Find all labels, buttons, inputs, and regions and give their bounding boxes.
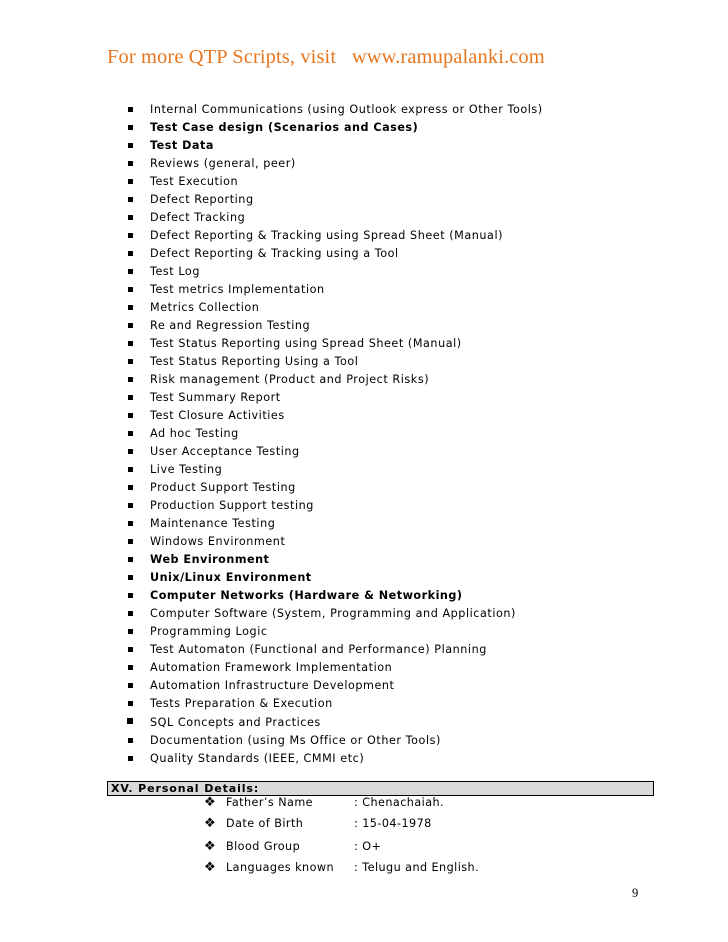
list-item (0, 461, 543, 479)
square-bullet-icon (128, 323, 133, 328)
square-bullet-icon (128, 665, 133, 670)
square-bullet-icon (128, 611, 133, 616)
list-item-text: Production Support testing (150, 499, 314, 512)
list-item-text: User Acceptance Testing (150, 445, 300, 458)
list-item-text: Risk management (Product and Project Risks) (150, 373, 430, 386)
list-item-text: Tests Preparation & Execution (150, 697, 333, 710)
list-item-text: Live Testing (150, 463, 223, 476)
list-item-text: Automation Infrastructure Development (150, 679, 395, 692)
detail-row (0, 794, 728, 814)
list-item-text: Test Execution (150, 175, 239, 188)
list-item-text: Computer Software (System, Programming and Application) (150, 607, 516, 620)
square-bullet-icon (128, 521, 133, 526)
list-item (0, 695, 543, 713)
detail-value: : O+ (354, 840, 382, 853)
list-item (0, 641, 543, 659)
page-number: 9 (632, 886, 639, 900)
diamond-bullet-icon: ❖ (204, 795, 217, 810)
list-item (0, 281, 543, 299)
list-item (0, 227, 543, 245)
detail-label: Date of Birth (226, 817, 304, 830)
list-item-text: Test Automaton (Functional and Performance) Planning (150, 643, 487, 656)
square-bullet-icon (128, 503, 133, 508)
list-item-text: Test Status Reporting using Spread Sheet (Manual) (150, 337, 462, 350)
square-bullet-icon (128, 287, 133, 292)
square-bullet-icon (128, 449, 133, 454)
diamond-bullet-icon: ❖ (204, 816, 217, 831)
square-bullet-icon (128, 251, 133, 256)
square-bullet-icon (128, 305, 133, 310)
list-item (0, 587, 543, 605)
list-item (0, 533, 543, 551)
detail-row (0, 859, 728, 879)
list-item-text: Defect Reporting & Tracking using Spread Sheet (Manual) (150, 229, 504, 242)
list-item (0, 497, 543, 515)
list-item (0, 299, 543, 317)
square-bullet-icon (128, 485, 133, 490)
square-bullet-icon (128, 467, 133, 472)
square-bullet-icon (128, 125, 133, 130)
list-item (0, 732, 543, 750)
list-item-text: Metrics Collection (150, 301, 260, 314)
square-bullet-icon (128, 395, 133, 400)
square-bullet-icon (128, 143, 133, 148)
list-item-text: Defect Reporting (150, 193, 254, 206)
list-item-text: Test Status Reporting Using a Tool (150, 355, 359, 368)
list-item (0, 569, 543, 587)
detail-row (0, 838, 728, 858)
list-item (0, 623, 543, 641)
square-bullet-icon (128, 647, 133, 652)
square-bullet-icon (128, 701, 133, 706)
square-bullet-icon (128, 593, 133, 598)
list-item (0, 407, 543, 425)
list-item (0, 443, 543, 461)
square-bullet-icon (127, 718, 133, 724)
square-bullet-icon (128, 413, 133, 418)
list-item-text: Test Case design (Scenarios and Cases) (150, 121, 419, 134)
diamond-bullet-icon: ❖ (204, 860, 217, 875)
list-item-text: Product Support Testing (150, 481, 296, 494)
list-item-text: SQL Concepts and Practices (150, 716, 321, 729)
list-item (0, 191, 543, 209)
list-item (0, 515, 543, 533)
list-item-text: Windows Environment (150, 535, 286, 548)
detail-value: : 15-04-1978 (354, 817, 432, 830)
square-bullet-icon (128, 161, 133, 166)
detail-row (0, 815, 728, 835)
square-bullet-icon (128, 431, 133, 436)
detail-label: Father’s Name (226, 796, 314, 809)
square-bullet-icon (128, 233, 133, 238)
list-item (0, 371, 543, 389)
list-item-text: Test metrics Implementation (150, 283, 325, 296)
square-bullet-icon (128, 341, 133, 346)
list-item (0, 551, 543, 569)
square-bullet-icon (128, 557, 133, 562)
list-item-text: Unix/Linux Environment (150, 571, 312, 584)
list-item (0, 245, 543, 263)
list-item-text: Defect Reporting & Tracking using a Tool (150, 247, 399, 260)
list-item-text: Test Log (150, 265, 200, 278)
list-item-text: Defect Tracking (150, 211, 246, 224)
list-item-text: Quality Standards (IEEE, CMMI etc) (150, 752, 365, 765)
list-item (0, 425, 543, 443)
list-item (0, 750, 543, 768)
list-item-text: Web Environment (150, 553, 270, 566)
square-bullet-icon (128, 179, 133, 184)
detail-value: : Chenachaiah. (354, 796, 445, 809)
square-bullet-icon (128, 197, 133, 202)
list-item (0, 335, 543, 353)
square-bullet-icon (128, 215, 133, 220)
square-bullet-icon (128, 539, 133, 544)
square-bullet-icon (128, 629, 133, 634)
list-item-text: Internal Communications (using Outlook express or Other Tools) (150, 103, 543, 116)
skills-list (0, 101, 543, 768)
list-item (0, 137, 543, 155)
list-item (0, 155, 543, 173)
detail-value: : Telugu and English. (354, 861, 480, 874)
list-item-text: Test Summary Report (150, 391, 281, 404)
list-item-text: Automation Framework Implementation (150, 661, 393, 674)
detail-label: Blood Group (226, 840, 301, 853)
list-item-text: Ad hoc Testing (150, 427, 239, 440)
list-item-text: Test Data (150, 139, 214, 152)
list-item (0, 389, 543, 407)
list-item (0, 659, 543, 677)
list-item (0, 605, 543, 623)
list-item (0, 353, 543, 371)
list-item (0, 713, 543, 732)
square-bullet-icon (128, 377, 133, 382)
list-item (0, 263, 543, 281)
list-item-text: Documentation (using Ms Office or Other Tools) (150, 734, 441, 747)
list-item-text: Re and Regression Testing (150, 319, 311, 332)
list-item-text: Maintenance Testing (150, 517, 276, 530)
list-item-text: Test Closure Activities (150, 409, 285, 422)
list-item (0, 317, 543, 335)
list-item (0, 209, 543, 227)
square-bullet-icon (128, 738, 133, 743)
square-bullet-icon (128, 107, 133, 112)
square-bullet-icon (128, 359, 133, 364)
list-item-text: Computer Networks (Hardware & Networking) (150, 589, 463, 602)
square-bullet-icon (128, 756, 133, 761)
square-bullet-icon (128, 575, 133, 580)
section-heading-personal-details: XV. Personal Details: (107, 781, 654, 796)
detail-label: Languages known (226, 861, 335, 874)
list-item-text: Reviews (general, peer) (150, 157, 296, 170)
list-item-text: Programming Logic (150, 625, 268, 638)
list-item (0, 101, 543, 119)
list-item (0, 479, 543, 497)
list-item (0, 119, 543, 137)
square-bullet-icon (128, 683, 133, 688)
list-item (0, 173, 543, 191)
list-item (0, 677, 543, 695)
header-link-text: For more QTP Scripts, visit www.ramupalanki.com (107, 46, 545, 68)
diamond-bullet-icon: ❖ (204, 839, 217, 854)
square-bullet-icon (128, 269, 133, 274)
